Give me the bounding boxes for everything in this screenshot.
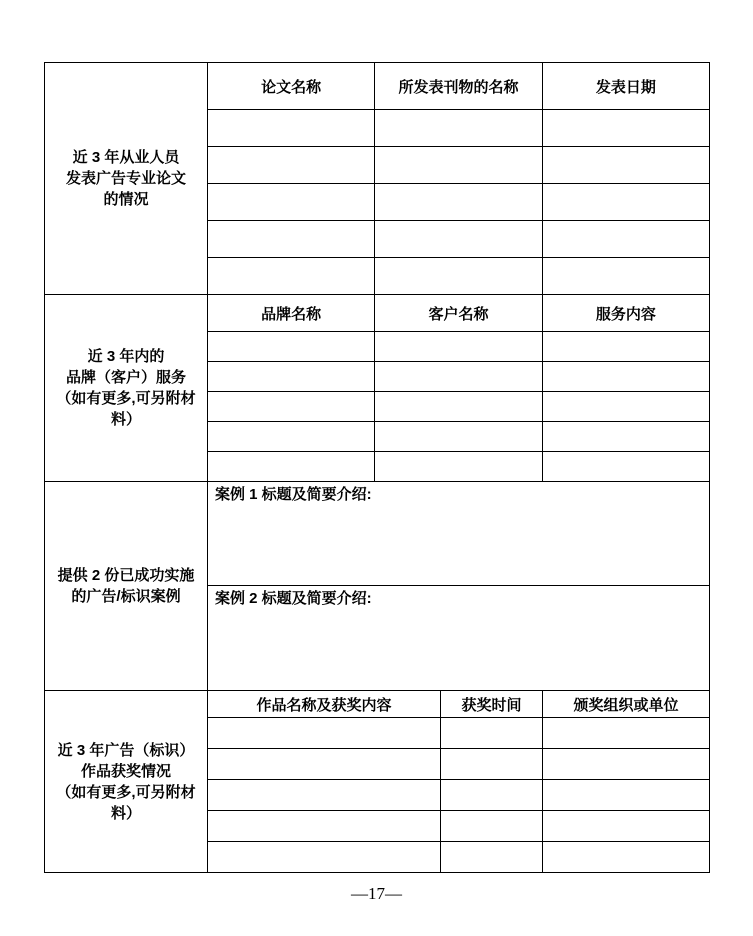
papers-col-header-journal: 所发表刊物的名称 xyxy=(375,63,541,109)
empty-cell[interactable] xyxy=(208,147,374,183)
case1-description-cell[interactable]: 案例 1 标题及简要介绍: xyxy=(208,482,709,585)
label-line: 近 3 年内的 xyxy=(87,348,165,365)
label-line: 的情况 xyxy=(103,191,149,208)
section-papers xyxy=(45,63,709,294)
label-line: 近 3 年广告（标识） xyxy=(57,741,195,759)
brands-col-header-brand: 品牌名称 xyxy=(208,295,374,331)
empty-cell[interactable] xyxy=(208,392,374,421)
awards-col-header-work: 作品名称及获奖内容 xyxy=(208,691,440,717)
section-cases xyxy=(45,482,709,690)
empty-cell[interactable] xyxy=(441,749,542,779)
empty-cell[interactable] xyxy=(441,780,542,810)
empty-cell[interactable] xyxy=(543,362,709,391)
label-line: 料） xyxy=(110,411,141,428)
section-awards xyxy=(45,691,709,872)
label-line: 发表广告专业论文 xyxy=(65,170,186,187)
empty-cell[interactable] xyxy=(375,332,541,361)
label-line: 的广告/标识案例 xyxy=(71,588,181,605)
empty-cell[interactable] xyxy=(375,184,541,220)
papers-row-label xyxy=(45,63,207,294)
empty-cell[interactable] xyxy=(208,718,440,748)
page-number: —17— xyxy=(351,884,402,903)
empty-cell[interactable] xyxy=(441,842,542,872)
empty-cell[interactable] xyxy=(543,749,709,779)
brands-col-header-client: 客户名称 xyxy=(375,295,541,331)
empty-cell[interactable] xyxy=(208,332,374,361)
empty-cell[interactable] xyxy=(208,110,374,146)
empty-cell[interactable] xyxy=(208,184,374,220)
cases-row-label xyxy=(45,482,207,690)
empty-cell[interactable] xyxy=(543,332,709,361)
awards-col-header-time: 获奖时间 xyxy=(441,691,542,717)
papers-col-header-date: 发表日期 xyxy=(543,63,709,109)
section-brands xyxy=(45,295,709,481)
papers-col-header-title: 论文名称 xyxy=(208,63,374,109)
empty-cell[interactable] xyxy=(543,258,709,294)
empty-cell[interactable] xyxy=(543,842,709,872)
label-line: （如有更多,可另附材 xyxy=(56,390,196,407)
empty-cell[interactable] xyxy=(208,362,374,391)
brands-col-header-service: 服务内容 xyxy=(543,295,709,331)
empty-cell[interactable] xyxy=(208,749,440,779)
empty-cell[interactable] xyxy=(375,422,541,451)
case2-description-cell[interactable]: 案例 2 标题及简要介绍: xyxy=(208,586,709,690)
empty-cell[interactable] xyxy=(208,258,374,294)
empty-cell[interactable] xyxy=(543,221,709,257)
empty-cell[interactable] xyxy=(375,392,541,421)
label-line: 品牌（客户）服务 xyxy=(65,369,186,386)
awards-col-header-org: 颁奖组织或单位 xyxy=(543,691,709,717)
label-line: 作品获奖情况 xyxy=(80,762,171,780)
empty-cell[interactable] xyxy=(441,718,542,748)
empty-cell[interactable] xyxy=(208,811,440,841)
empty-cell[interactable] xyxy=(543,422,709,451)
empty-cell[interactable] xyxy=(543,110,709,146)
empty-cell[interactable] xyxy=(208,221,374,257)
label-line: 提供 2 份已成功实施 xyxy=(57,567,195,584)
empty-cell[interactable] xyxy=(208,452,374,481)
empty-cell[interactable] xyxy=(375,258,541,294)
label-line: （如有更多,可另附材 xyxy=(56,783,196,801)
empty-cell[interactable] xyxy=(375,221,541,257)
empty-cell[interactable] xyxy=(208,842,440,872)
empty-cell[interactable] xyxy=(543,184,709,220)
empty-cell[interactable] xyxy=(208,780,440,810)
empty-cell[interactable] xyxy=(375,362,541,391)
empty-cell[interactable] xyxy=(375,110,541,146)
empty-cell[interactable] xyxy=(543,780,709,810)
empty-cell[interactable] xyxy=(543,452,709,481)
empty-cell[interactable] xyxy=(375,452,541,481)
empty-cell[interactable] xyxy=(441,811,542,841)
awards-row-label xyxy=(45,691,207,872)
empty-cell[interactable] xyxy=(375,147,541,183)
empty-cell[interactable] xyxy=(543,147,709,183)
label-line: 料） xyxy=(110,804,141,822)
empty-cell[interactable] xyxy=(208,422,374,451)
brands-row-label xyxy=(45,295,207,481)
empty-cell[interactable] xyxy=(543,718,709,748)
empty-cell[interactable] xyxy=(543,392,709,421)
qualification-form-table xyxy=(44,62,710,873)
empty-cell[interactable] xyxy=(543,811,709,841)
label-line: 近 3 年从业人员 xyxy=(72,149,180,166)
